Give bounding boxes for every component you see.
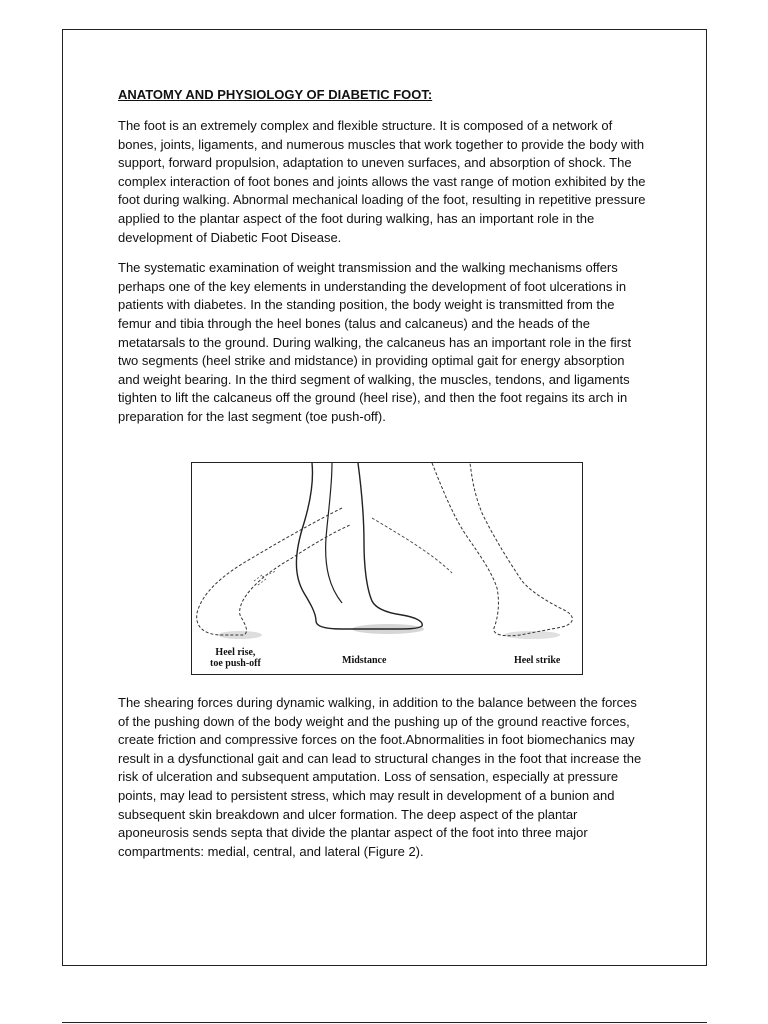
gait-cycle-figure [191,462,583,675]
heel-strike-shadow [504,631,560,639]
document-body [118,86,648,439]
label-midstance: Midstance [342,655,387,666]
label-heel-rise [210,647,261,669]
heel-rise-shadow [218,631,262,639]
section-heading: ANATOMY AND PHYSIOLOGY OF DIABETIC FOOT: [118,87,433,102]
footer-rule [62,1022,707,1023]
gait-illustration [192,463,582,674]
paragraph-shearing-forces: The shearing forces during dynamic walking, in addition to the balance between the forces of the pushing down of the body weight and the pushing up of the ground reactive forces, create friction and compressive forces on the foot.Abnormalities in foot biomechanics may result in a dysfunctional gait and can lead to structural changes in the foot that increase the risk of ulceration and subsequent amputation. Loss of sensation, especially at pressure points, may lead to persistent stress, which may result in development of a bunion and subsequent skin breakdown and ulcer formation. The deep aspect of the plantar aponeurosis sends septa that divide the plantar aspect of the foot into three major compartments: medial, central, and lateral (Figure 2). [118,695,642,859]
label-heel-rise-line1: Heel rise, [215,647,256,658]
heel-strike-knee-line [372,518,452,573]
heel-strike-leg [432,463,572,636]
paragraph-foot-structure: The foot is an extremely complex and flexible structure. It is composed of a network of bones, joints, ligaments, and numerous muscles that work together to provide the body with support, forward propulsion, adaptation to uneven surfaces, and absorption of shock. The complex interaction of foot bones and joints allows the vast range of motion exhibited by the foot during walking. Abnormal mechanical loading of the foot, resulting in repetitive pressure applied to the plantar aspect of the foot during walking, has an important role in the development of Diabetic Foot Disease. [118,118,646,245]
label-heel-strike: Heel strike [514,655,561,666]
label-heel-rise-line2: toe push-off [210,658,261,669]
heel-rise-ankle-detail [254,571,276,585]
midstance-leg-back [296,463,422,629]
paragraph-weight-transmission: The systematic examination of weight transmission and the walking mechanisms offers perhaps one of the key elements in understanding the development of foot ulcerations in patients with diabetes. In the standing position, the body weight is transmitted from the femur and tibia through the heel bones (talus and calcaneus) and the heads of the metatarsals to the ground. During walking, the calcaneus has an important role in the first two segments (heel strike and midstance) in providing optimal gait for energy absorption and weight bearing. In the third segment of walking, the muscles, tendons, and ligaments tighten to lift the calcaneus off the ground (heel rise), and then the foot regains its arch in preparation for the last segment (toe push-off). [118,260,632,424]
